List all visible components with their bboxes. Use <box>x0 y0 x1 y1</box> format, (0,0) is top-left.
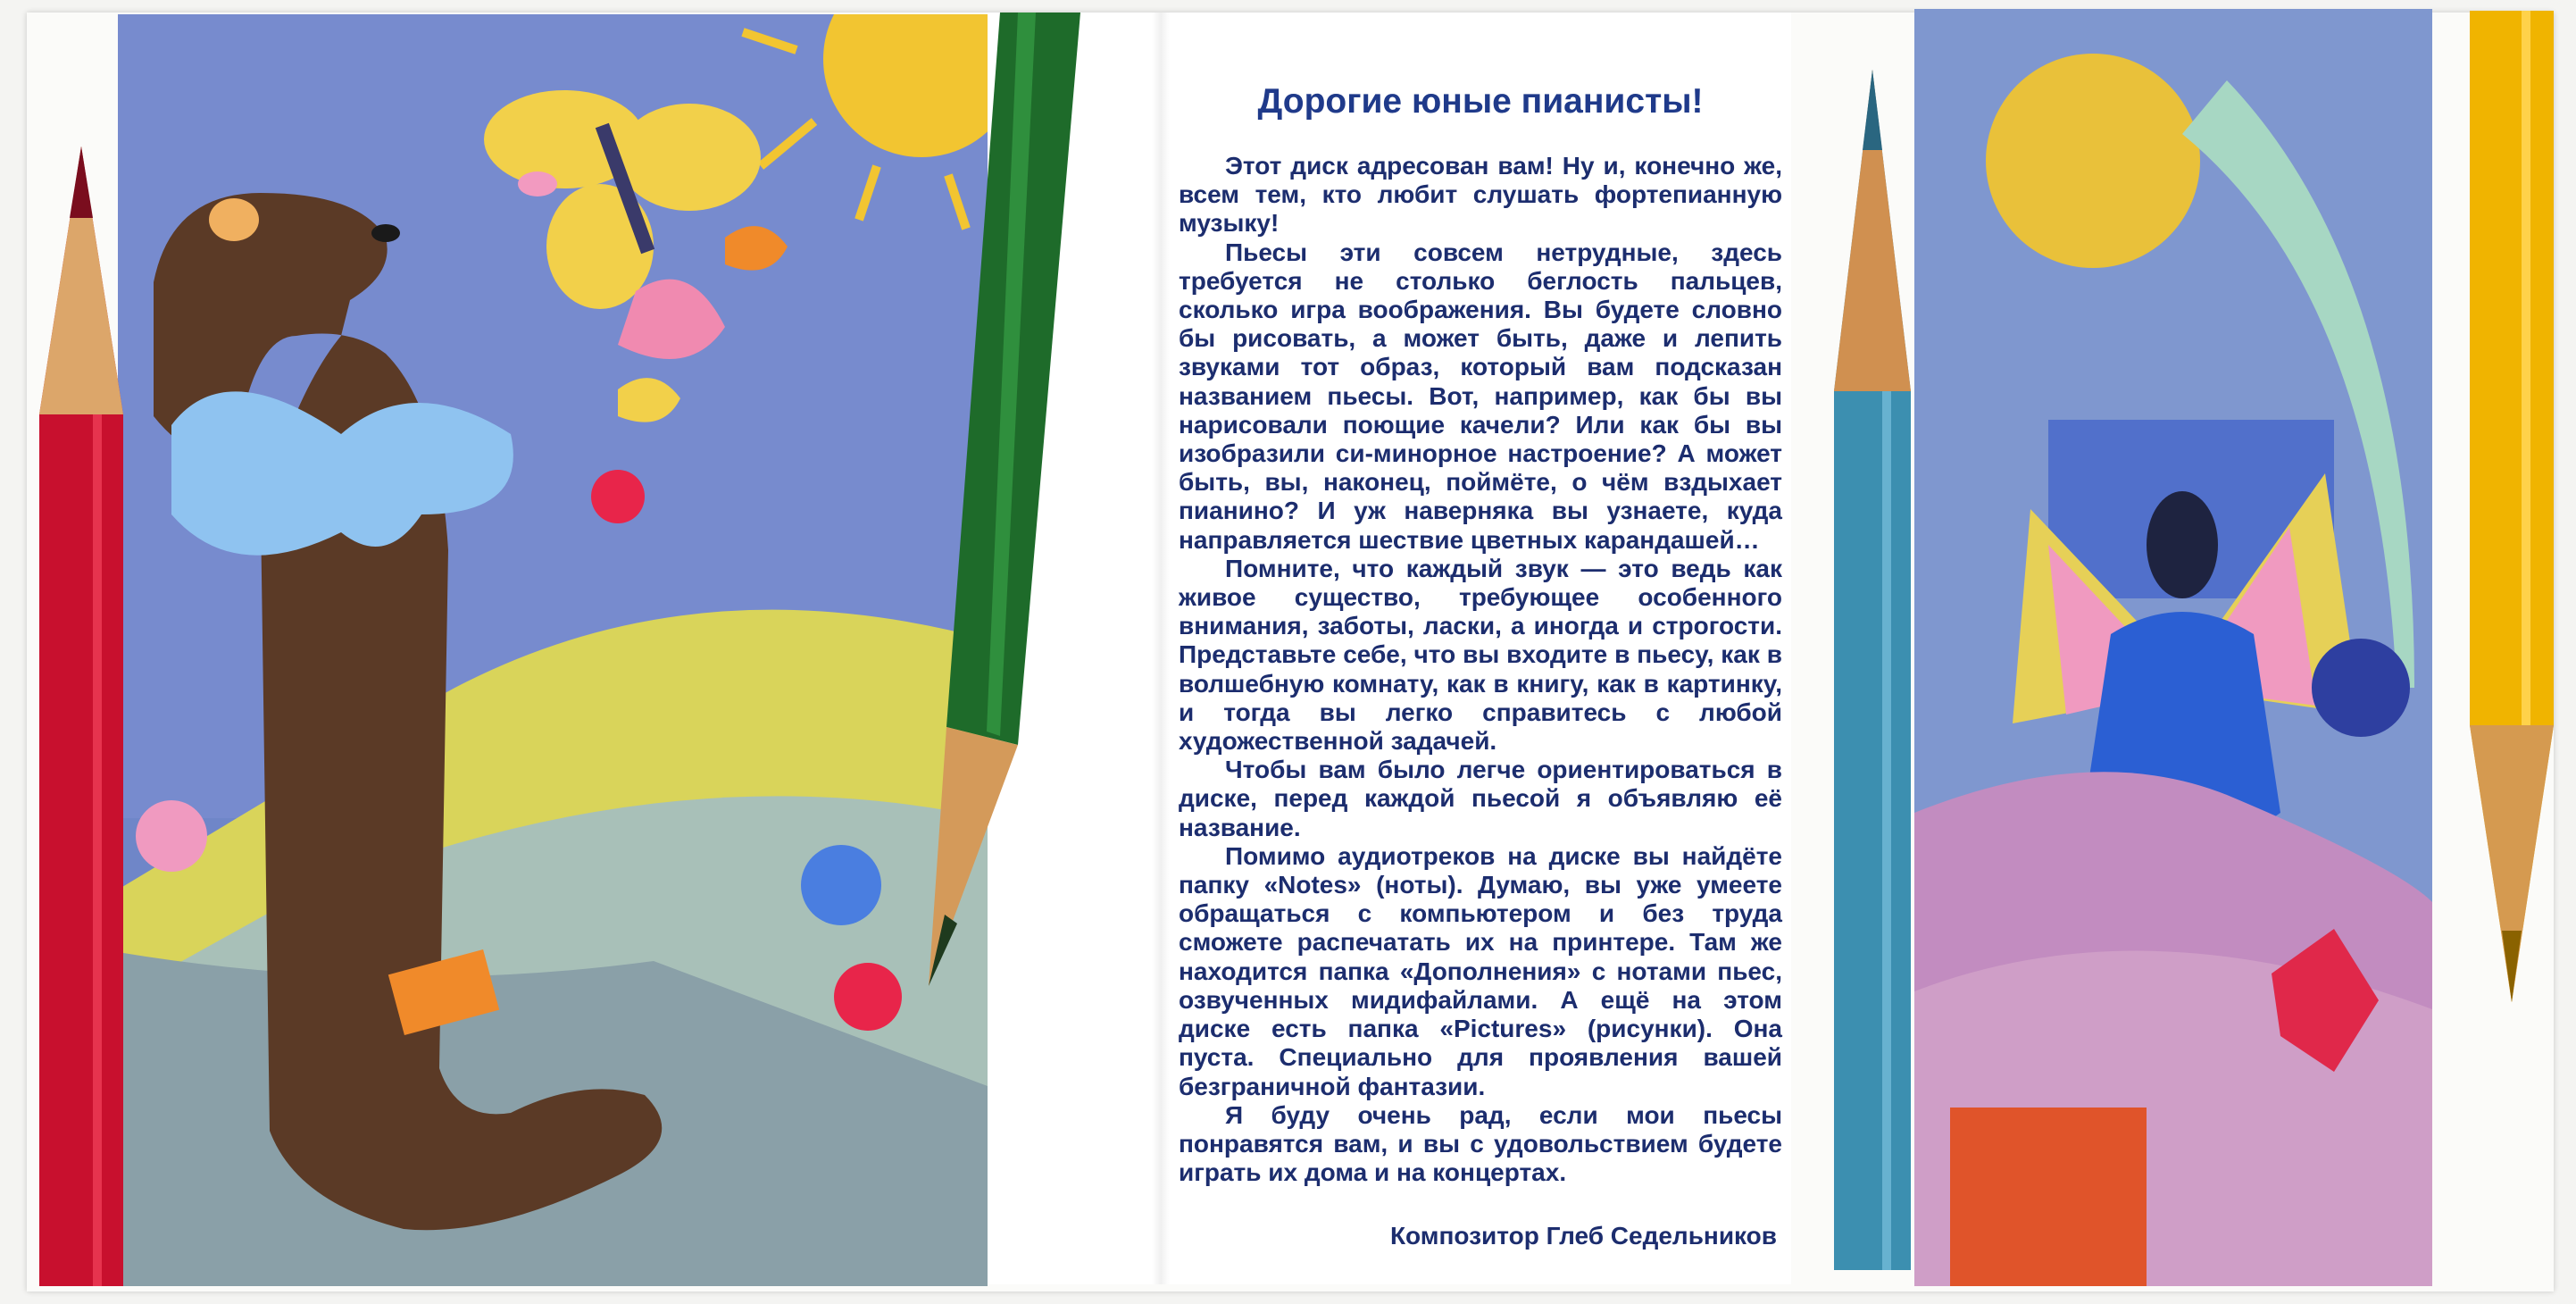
paragraph-6: Я буду очень рад, если мои пьесы понравятся вам, и вы с удовольствием будете играть их дома и на концертах. <box>1179 1100 1782 1187</box>
yellow-pencil <box>2470 11 2554 1002</box>
paragraph-3: Помните, что каждый звук — это ведь как живое существо, требующее особенного внимания, заботы, ласки, а иногда и строгости. Представьте себе, что вы входите в пьесу, как в волшебную комнату, как в книгу, как в картинку, и тогда вы легко справитесь с любой художественной задачей. <box>1179 554 1782 756</box>
left-illustration <box>118 14 988 1286</box>
paragraph-5: Помимо аудиотреков на диске вы найдёте папку «Notes» (ноты). Думаю, вы уже умеете обращаться с компьютером и без труда сможете распечатать их на принтере. Там же находится папка «Дополнения» с нотами пьес, озвученных мидифайлами. А ещё на этом диске есть папка «Pictures» (рисунки). Она пуста. Специально для проявления вашей безграничной фантазии. <box>1179 841 1782 1100</box>
signature: Композитор Глеб Седельников <box>1389 1222 1777 1250</box>
fold-line <box>1152 13 1170 1284</box>
red-pencil <box>39 146 123 1286</box>
right-illustration <box>1914 9 2432 1286</box>
blue-pencil <box>1834 70 1911 1270</box>
paragraph-1: Этот диск адресован вам! Ну и, конечно же, всем тем, кто любит слушать фортепианную музыку! <box>1179 152 1782 238</box>
letter-text <box>1179 82 1782 1187</box>
green-pencil <box>902 13 1080 986</box>
paragraph-4: Чтобы вам было легче ориентироваться в диске, перед каждой пьесой я объявляю её название. <box>1179 756 1782 841</box>
paragraph-2: Пьесы эти совсем нетрудные, здесь требуется не столько беглость пальцев, сколько игра воображения. Вы будете словно бы рисовать, а может быть, даже и лепить звуками тот образ, который вам подсказан названием пьесы. Вот, например, как бы вы нарисовали поющие качели? Или как бы вы изобразили си-минорное настроение? А может быть, вы, наконец, поймёте, о чём вздыхает пианино? И уж наверняка вы узнаете, куда направляется шествие цветных карандашей… <box>1179 238 1782 554</box>
letter-title: Дорогие юные пианисты! <box>1257 82 1704 121</box>
